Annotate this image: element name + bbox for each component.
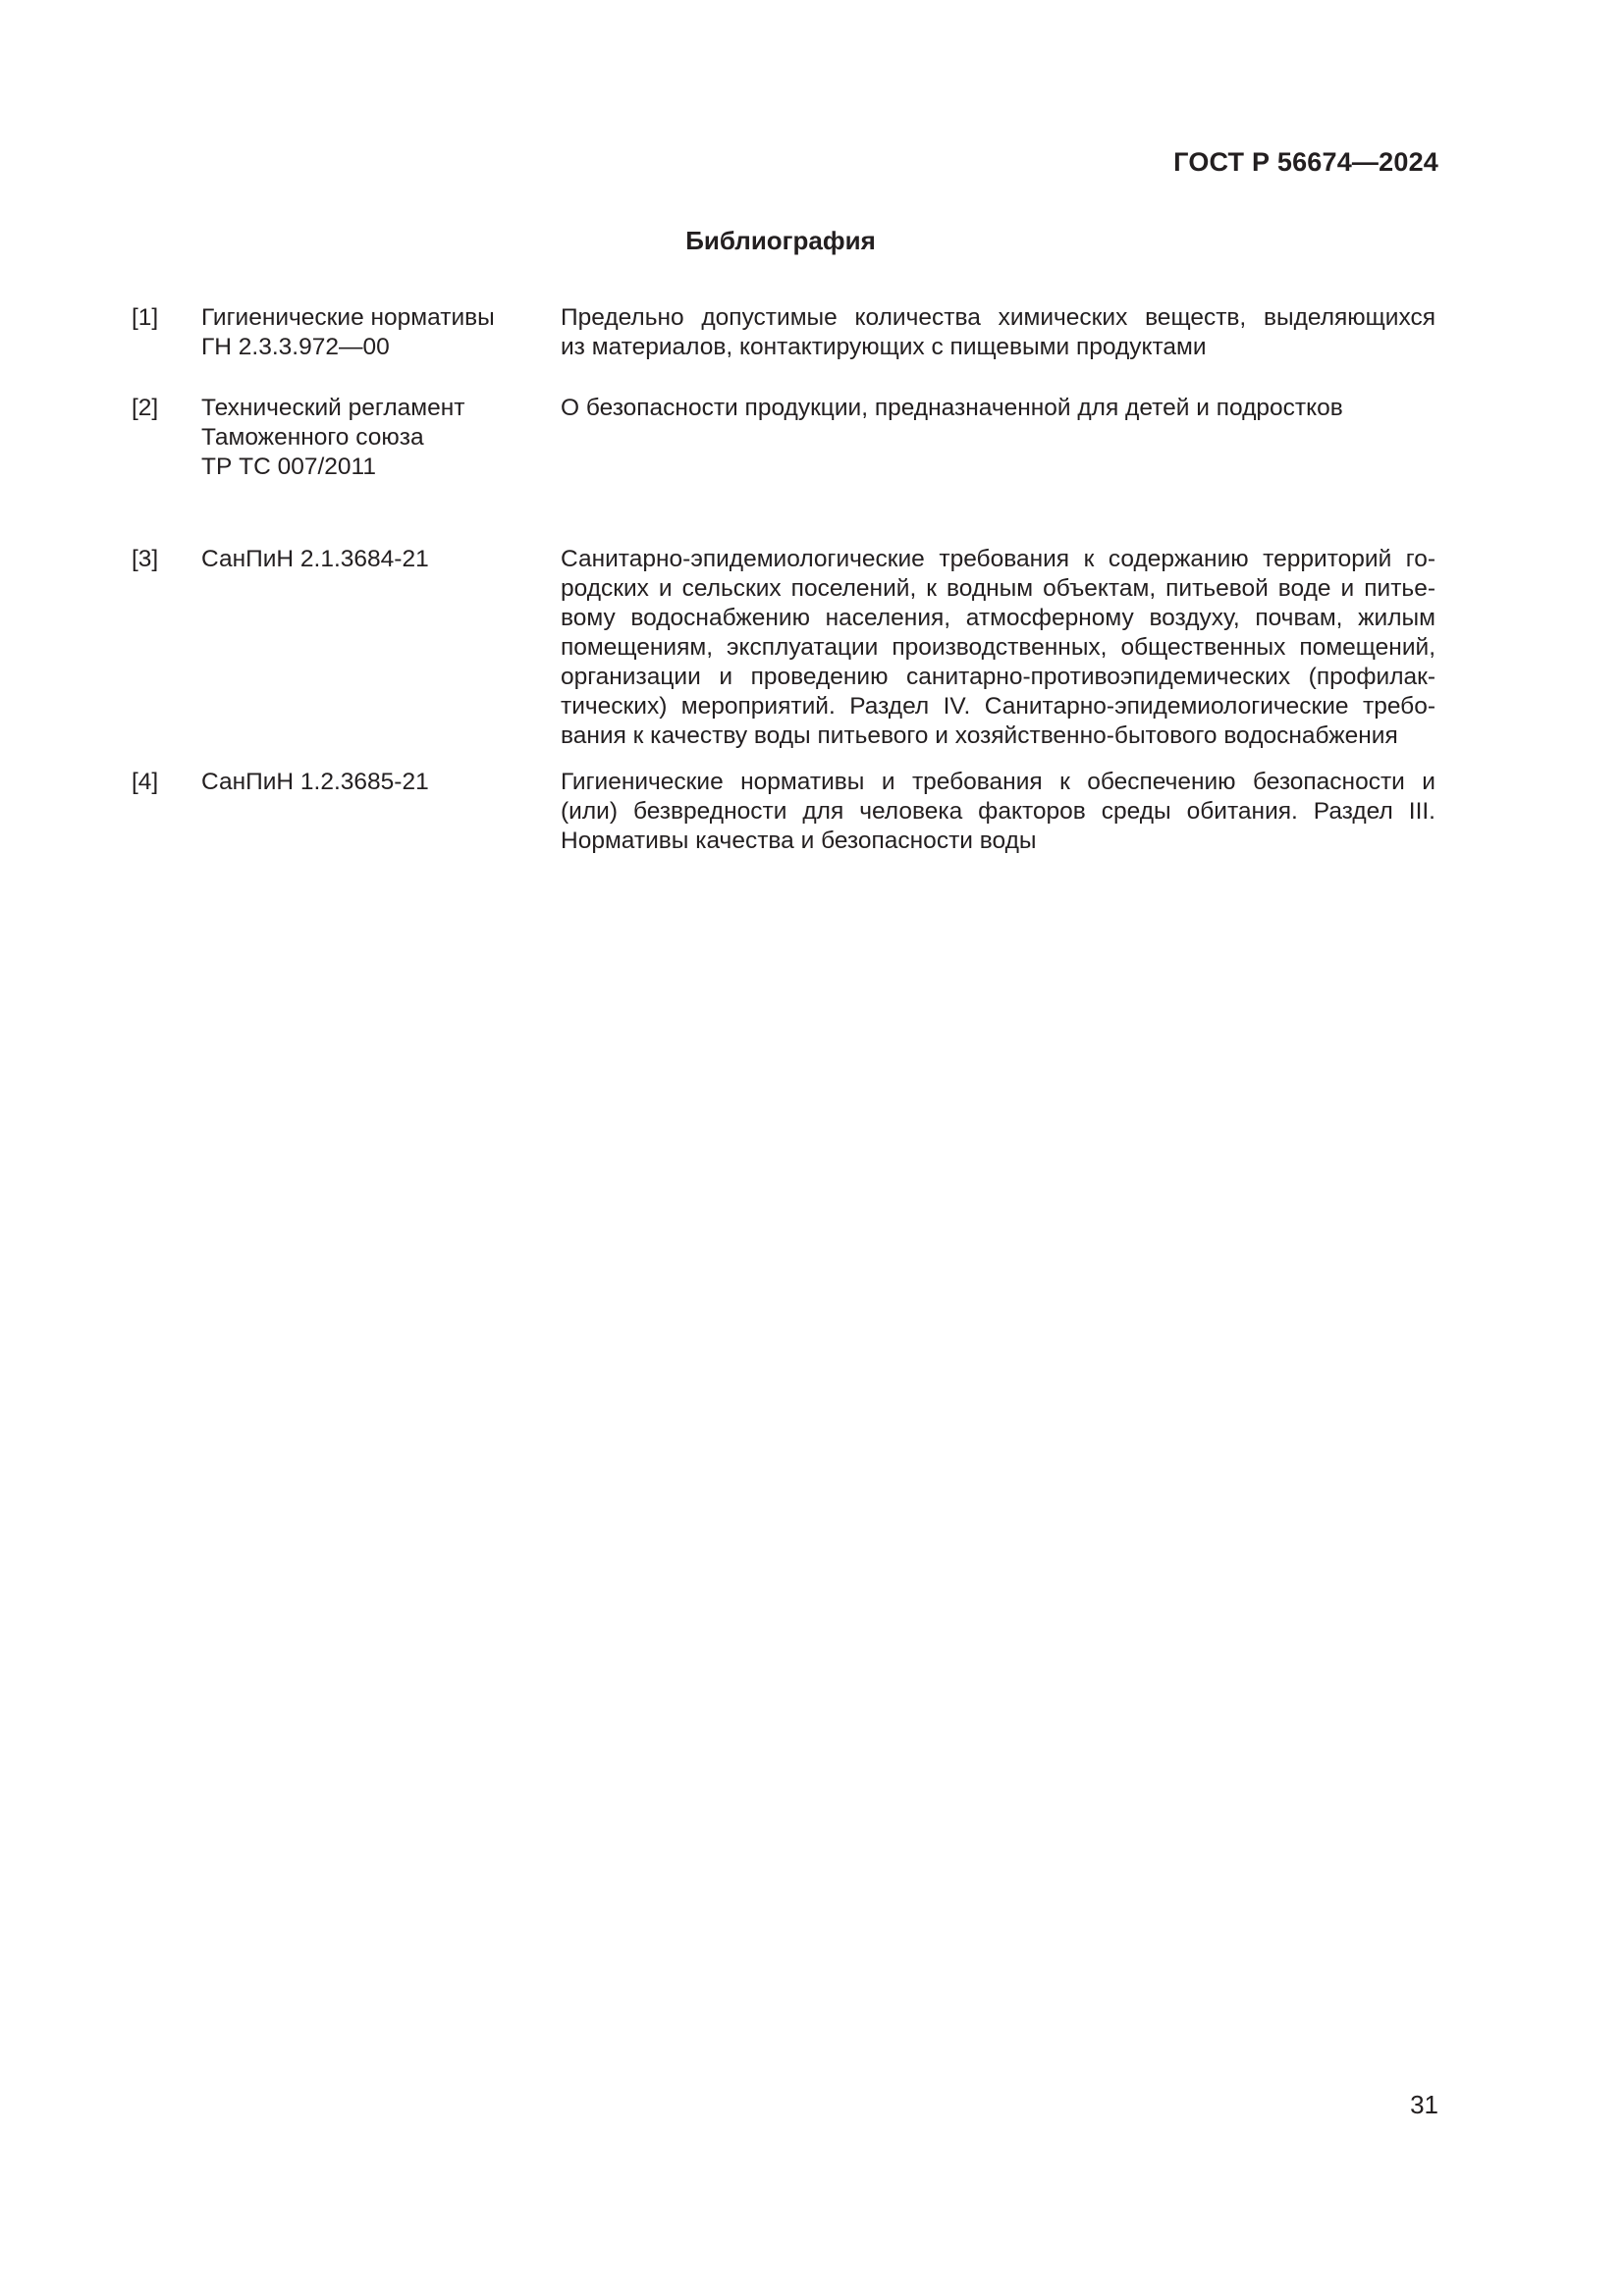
title-line: Санитарно-эпидемиологические требования к содержанию территорий го-: [561, 546, 1435, 572]
source-line: ТР ТС 007/2011: [201, 454, 376, 480]
source-line: ГН 2.3.3.972—00: [201, 334, 390, 360]
entry-title: [561, 768, 1435, 856]
entry-number: [1]: [132, 304, 159, 331]
entry-title: [561, 545, 1435, 751]
entry-number: [4]: [132, 769, 159, 795]
entry-source: [201, 545, 535, 574]
bibliography-entry: [132, 768, 1437, 856]
title-line: Нормативы качества и безопасности воды: [561, 828, 1037, 854]
document-code: ГОСТ Р 56674—2024: [1173, 147, 1438, 177]
source-line: СанПиН 2.1.3684-21: [201, 546, 429, 572]
bibliography-list: [132, 303, 1437, 856]
bibliography-entry: [132, 303, 1437, 362]
title-line: тических) мероприятий. Раздел IV. Санитарно-эпидемиологические требо-: [561, 693, 1435, 720]
title-line: вания к качеству воды питьевого и хозяйственно-бытового водоснабжения: [561, 722, 1398, 749]
entry-title: [561, 303, 1435, 362]
title-line: из материалов, контактирующих с пищевыми продуктами: [561, 334, 1207, 360]
entry-source: [201, 394, 535, 482]
title-line: помещениям, эксплуатации производственных, общественных помещений,: [561, 634, 1435, 661]
entry-title: [561, 394, 1435, 423]
source-line: Технический регламент: [201, 395, 465, 421]
entry-source: [201, 303, 535, 362]
title-line: Предельно допустимые количества химических веществ, выделяющихся: [561, 304, 1435, 331]
bibliography-entry: [132, 545, 1437, 751]
title-line: О безопасности продукции, предназначенной для детей и подростков: [561, 395, 1343, 421]
bibliography-entry: [132, 394, 1437, 480]
source-line: Гигиенические нормативы: [201, 304, 495, 331]
page-number: 31: [1410, 2090, 1438, 2119]
title-line: организации и проведению санитарно-противоэпидемических (профилак-: [561, 664, 1435, 690]
source-line: Таможенного союза: [201, 424, 424, 451]
entry-source: [201, 768, 535, 797]
source-line: СанПиН 1.2.3685-21: [201, 769, 429, 795]
entry-number: [2]: [132, 395, 159, 421]
title-line: (или) безвредности для человека факторов среды обитания. Раздел III.: [561, 798, 1435, 825]
title-line: Гигиенические нормативы и требования к обеспечению безопасности и: [561, 769, 1435, 795]
title-line: родских и сельских поселений, к водным объектам, питьевой воде и питье-: [561, 575, 1435, 602]
title-line: вому водоснабжению населения, атмосферному воздуху, почвам, жилым: [561, 605, 1435, 631]
section-title: Библиография: [685, 226, 876, 255]
entry-number: [3]: [132, 546, 159, 572]
